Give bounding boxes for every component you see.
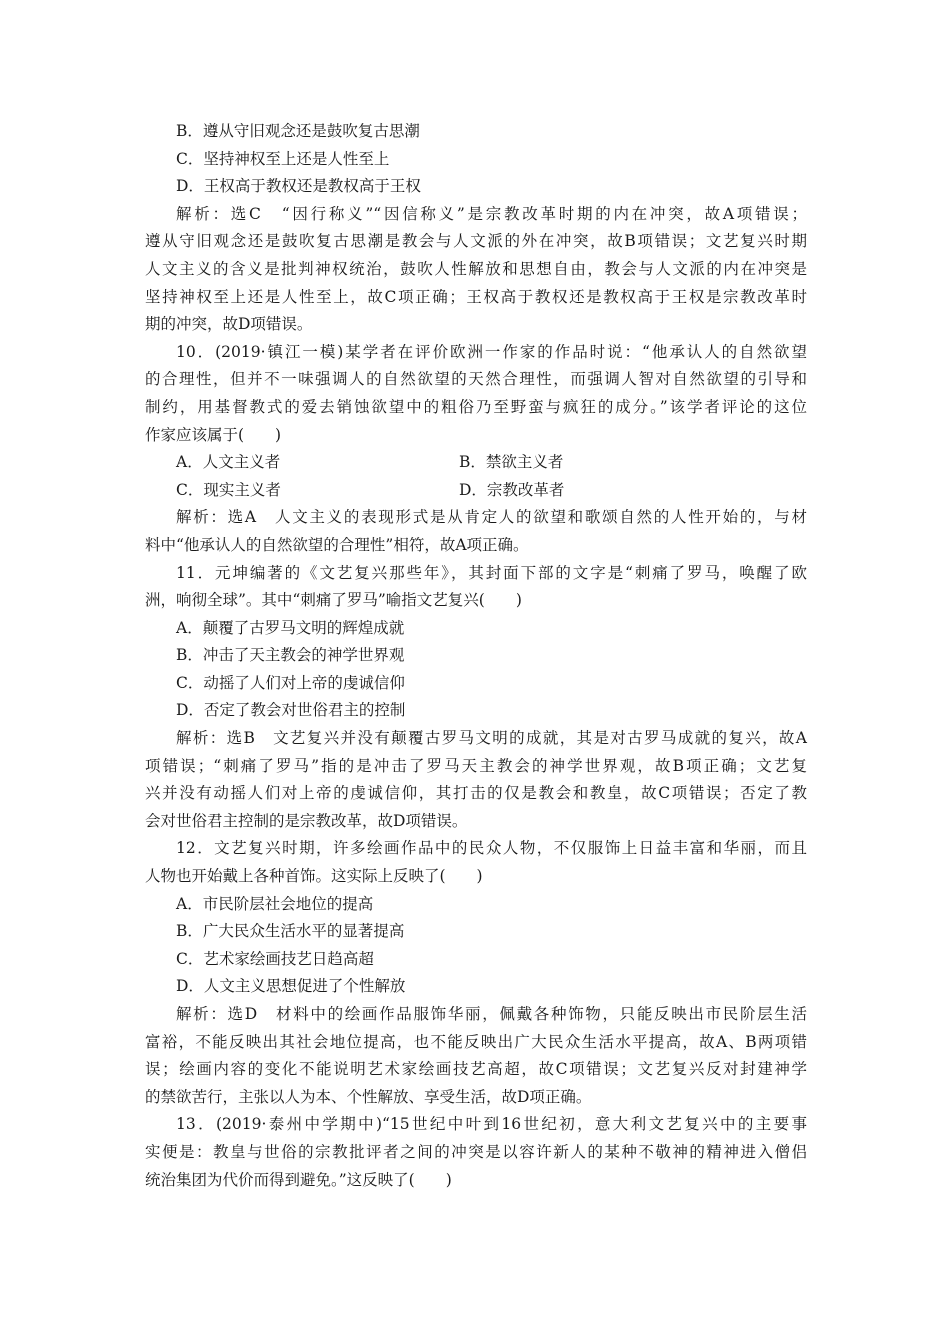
stem-line: 10．(2019·镇江一模)某学者在评价欧洲一作家的作品时说：“他承认人的自然欲望 xyxy=(176,342,807,361)
option-a: A．颠覆了古罗马文明的辉煌成就 xyxy=(176,618,405,637)
question-10 xyxy=(145,339,807,560)
analysis-line: 坚持神权至上还是人性至上，故C项正确；王权高于教权还是教权高于王权是宗教改革时 xyxy=(145,287,807,306)
option-a: A．人文主义者 xyxy=(176,453,281,472)
stem-line: 13．(2019·泰州中学期中)“15世纪中叶到16世纪初，意大利文艺复兴中的主要事 xyxy=(176,1115,807,1134)
analysis-line: 的禁欲苦行，主张以人为本、个性解放、享受生活，故D项正确。 xyxy=(145,1087,592,1106)
stem-line: 人物也开始戴上各种首饰。这实际上反映了( ) xyxy=(145,867,483,886)
option-row xyxy=(145,449,807,477)
analysis-line: 解析：选A 人文主义的表现形式是从肯定人的欲望和歌颂自然的人性开始的，与材 xyxy=(176,508,807,527)
stem-line: 制约，用基督教式的爱去销蚀欲望中的粗俗乃至野蛮与疯狂的成分。”该学者评论的这位 xyxy=(145,397,807,416)
option-b: B．广大民众生活水平的显著提高 xyxy=(176,922,405,941)
stem-line: 统治集团为代价而得到避免。”这反映了( ) xyxy=(145,1170,452,1189)
analysis-line: 会对世俗君主控制的是宗教改革，故D项错误。 xyxy=(145,811,468,830)
analysis-line: 解析：选C “因行称义”“因信称义”是宗教改革时期的内在冲突，故A项错误； xyxy=(176,204,807,223)
option-b: B．冲击了天主教会的神学世界观 xyxy=(176,646,405,665)
stem-line: 实便是：教皇与世俗的宗教批评者之间的冲突是以容许新人的某种不敬神的精神进入僧侣 xyxy=(145,1142,807,1161)
option-row xyxy=(145,477,807,505)
option-d: D．否定了教会对世俗君主的控制 xyxy=(176,701,406,720)
stem-line: 作家应该属于( ) xyxy=(145,425,282,444)
option-d: D．宗教改革者 xyxy=(459,480,565,499)
stem-line: 11．元坤编著的《文艺复兴那些年》，其封面下部的文字是“刺痛了罗马，唤醒了欧 xyxy=(176,563,807,582)
analysis-line: 人文主义的含义是批判神权统治，鼓吹人性解放和思想自由，教会与人文派的内在冲突是 xyxy=(145,259,807,278)
stem-line: 洲，响彻全球”。其中“刺痛了罗马”喻指文艺复兴( ) xyxy=(145,591,522,610)
analysis-line: 兴并没有动摇人们对上帝的虔诚信仰，其打击的仅是教会和教皇，故C项错误；否定了教 xyxy=(145,784,807,803)
analysis-line: 期的冲突，故D项错误。 xyxy=(145,315,313,334)
question-11 xyxy=(145,560,807,836)
analysis-line: 误；绘画内容的变化不能说明艺术家绘画技艺高超，故C项错误；文艺复兴反对封建神学 xyxy=(145,1060,807,1079)
analysis-line: 项错误；“刺痛了罗马”指的是冲击了罗马天主教会的神学世界观，故B项正确；文艺复 xyxy=(145,756,807,775)
option-c: C．艺术家绘画技艺日趋高超 xyxy=(176,949,374,968)
analysis-line: 遵从守旧观念还是鼓吹复古思潮是教会与人文派的外在冲突，故B项错误；文艺复兴时期 xyxy=(145,232,807,251)
stem-line: 12．文艺复兴时期，许多绘画作品中的民众人物，不仅服饰上日益丰富和华丽，而且 xyxy=(176,839,807,858)
analysis-q9 xyxy=(145,201,807,339)
option-c: C．动摇了人们对上帝的虔诚信仰 xyxy=(176,673,405,692)
option-b: B．禁欲主义者 xyxy=(459,453,564,472)
option-c: C．坚持神权至上还是人性至上 xyxy=(176,149,390,168)
stem-line: 的合理性，但并不一味强调人的自然欲望的天然合理性，而强调人智对自然欲望的引导和 xyxy=(145,370,807,389)
question-13 xyxy=(145,1111,807,1194)
analysis-line: 解析：选D 材料中的绘画作品服饰华丽，佩戴各种饰物，只能反映出市民阶层生活 xyxy=(176,1005,807,1023)
option-d: D．人文主义思想促进了个性解放 xyxy=(176,977,406,996)
question-12 xyxy=(145,835,807,1111)
option-d: D．王权高于教权还是教权高于王权 xyxy=(176,177,421,196)
option-c: C．现实主义者 xyxy=(176,480,281,499)
option-a: A．市民阶层社会地位的提高 xyxy=(176,894,374,913)
analysis-line: 富裕，不能反映出其社会地位提高，也不能反映出广大民众生活水平提高，故A、B两项错 xyxy=(145,1032,807,1051)
analysis-line: 解析：选B 文艺复兴并没有颠覆古罗马文明的成就，其是对古罗马成就的复兴，故A xyxy=(176,729,807,748)
analysis-line: 料中“他承认人的自然欲望的合理性”相符，故A项正确。 xyxy=(145,535,529,554)
document-page xyxy=(145,118,807,1194)
option-b: B．遵从守旧观念还是鼓吹复古思潮 xyxy=(176,122,420,140)
